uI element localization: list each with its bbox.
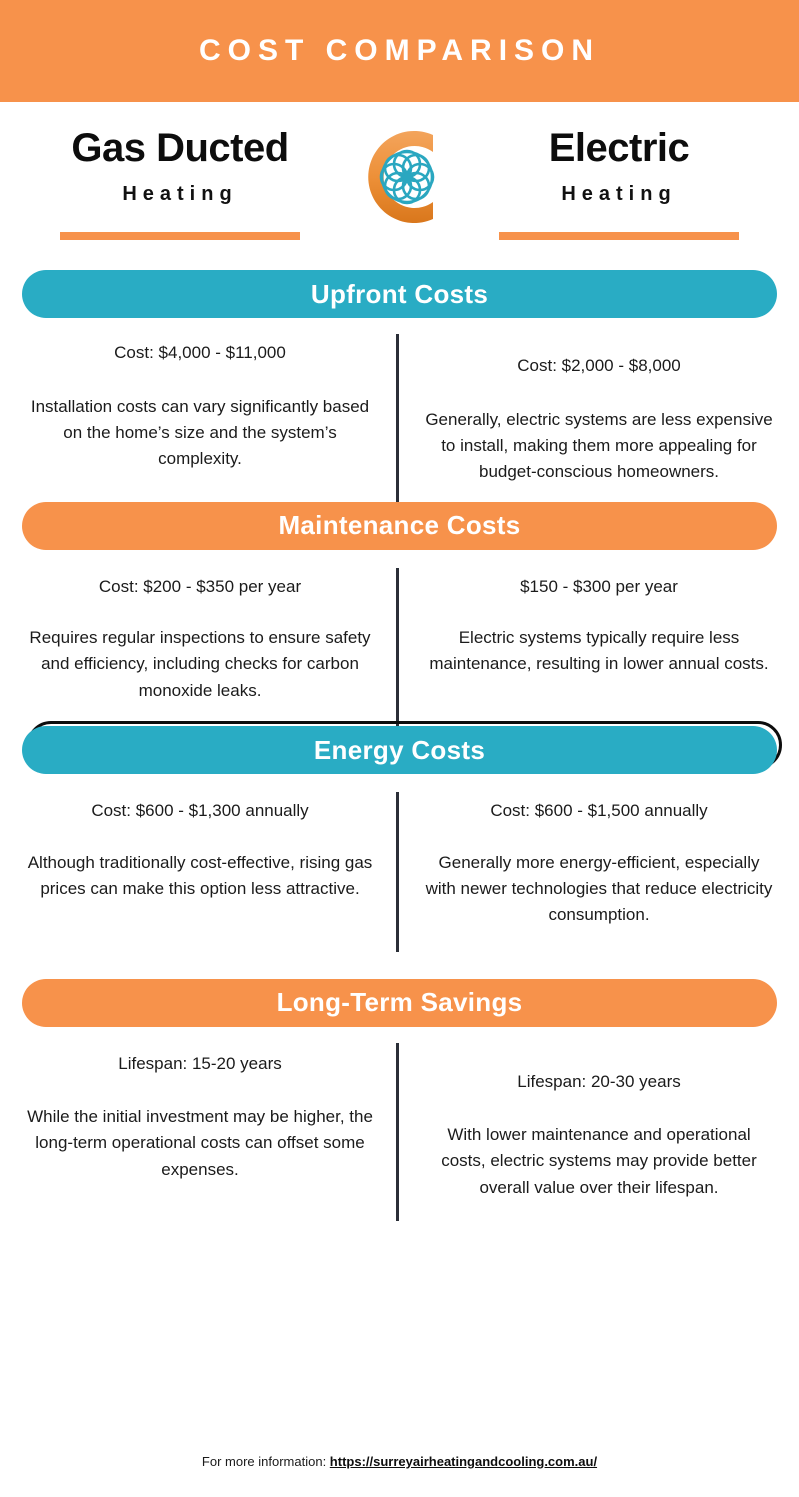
- column-header-gas-underline: [60, 232, 300, 240]
- cost-value: Lifespan: 15-20 years: [118, 1053, 282, 1073]
- section-upfront-costs-electric: [413, 340, 785, 486]
- section-spacer: [0, 486, 799, 502]
- section-energy-costs: [0, 726, 799, 929]
- cost-description: Requires regular inspections to ensure safety and efficiency, including checks for carbon monoxide leaks.: [29, 628, 371, 700]
- surrey-air-logo: [335, 112, 465, 242]
- column-header-gas: [10, 102, 350, 240]
- cost-description: While the initial investment may be higher, the long-term operational costs can offset some expenses.: [27, 1107, 373, 1179]
- section-banner-fill: [22, 979, 777, 1027]
- section-banner-upfront-costs: [22, 270, 777, 318]
- cost-value: Cost: $2,000 - $8,000: [517, 356, 681, 375]
- section-long-term-savings-gas: [14, 1051, 386, 1202]
- section-body-long-term-savings: [0, 1027, 799, 1202]
- section-upfront-costs-gas: [14, 340, 386, 486]
- section-maintenance-costs-electric: [413, 574, 785, 705]
- comparison-title-row: [0, 102, 799, 270]
- section-body-upfront-costs: [0, 318, 799, 486]
- section-banner-fill: [22, 726, 777, 774]
- section-banner-energy-costs: [22, 726, 777, 774]
- section-maintenance-costs: [0, 502, 799, 705]
- section-banner-fill: [22, 502, 777, 550]
- cost-value: Cost: $200 - $350 per year: [98, 576, 302, 596]
- column-header-electric-title: Electric: [548, 126, 690, 170]
- section-upfront-costs: [0, 270, 799, 486]
- section-energy-costs-gas: [14, 798, 386, 929]
- page-title: COST COMPARISON: [198, 34, 601, 67]
- cost-value: $150 - $300 per year: [520, 576, 678, 596]
- section-banner-fill: [22, 270, 777, 318]
- cost-description: Generally more energy-efficient, especially with newer technologies that reduce electricity consumption.: [425, 852, 773, 925]
- section-maintenance-costs-gas: [14, 574, 386, 705]
- section-banner-long-term-savings: [22, 979, 777, 1027]
- column-divider: [396, 1043, 399, 1221]
- section-long-term-savings: [0, 979, 799, 1202]
- section-banner-label: Maintenance Costs: [278, 510, 521, 541]
- column-divider: [396, 568, 399, 726]
- section-spacer: [0, 929, 799, 979]
- cost-description: Electric systems typically require less maintenance, resulting in lower annual costs.: [429, 628, 769, 674]
- section-banner-maintenance-costs: [22, 502, 777, 550]
- cost-description: Generally, electric systems are less expensive to install, making them more appealing for budget-conscious homeowners.: [425, 409, 773, 482]
- column-divider: [396, 792, 399, 952]
- column-header-gas-subtitle: Heating: [122, 183, 238, 205]
- cost-value: Cost: $600 - $1,500 annually: [490, 801, 708, 821]
- cost-description: Although traditionally cost-effective, rising gas prices can make this option less attractive.: [27, 852, 373, 898]
- section-energy-costs-electric: [413, 798, 785, 929]
- section-long-term-savings-electric: [413, 1051, 785, 1202]
- section-banner-label: Upfront Costs: [310, 278, 489, 309]
- section-body-maintenance-costs: [0, 550, 799, 705]
- column-header-electric-subtitle: Heating: [561, 183, 677, 205]
- footer: [0, 1454, 799, 1469]
- column-header-gas-title: Gas Ducted: [71, 126, 289, 170]
- cost-description: With lower maintenance and operational costs, electric systems may provide better overall value over their lifespan.: [441, 1125, 757, 1197]
- section-banner-label: Long-Term Savings: [276, 987, 523, 1018]
- cost-value: Cost: $4,000 - $11,000: [114, 343, 286, 362]
- section-banner-label: Energy Costs: [313, 734, 486, 765]
- cost-value: Lifespan: 20-30 years: [517, 1071, 681, 1091]
- footer-website-link[interactable]: https://surreyairheatingandcooling.com.au/: [329, 1454, 598, 1469]
- section-body-energy-costs: [0, 774, 799, 929]
- footer-prefix: For more information:: [201, 1454, 330, 1469]
- column-header-electric-underline: [499, 232, 739, 240]
- column-header-electric: [449, 102, 789, 240]
- cost-value: Cost: $600 - $1,300 annually: [91, 801, 309, 821]
- cost-description: Installation costs can vary significantly based on the home’s size and the system’s complexity.: [30, 396, 370, 469]
- header-banner: [0, 0, 799, 102]
- column-divider: [396, 334, 399, 506]
